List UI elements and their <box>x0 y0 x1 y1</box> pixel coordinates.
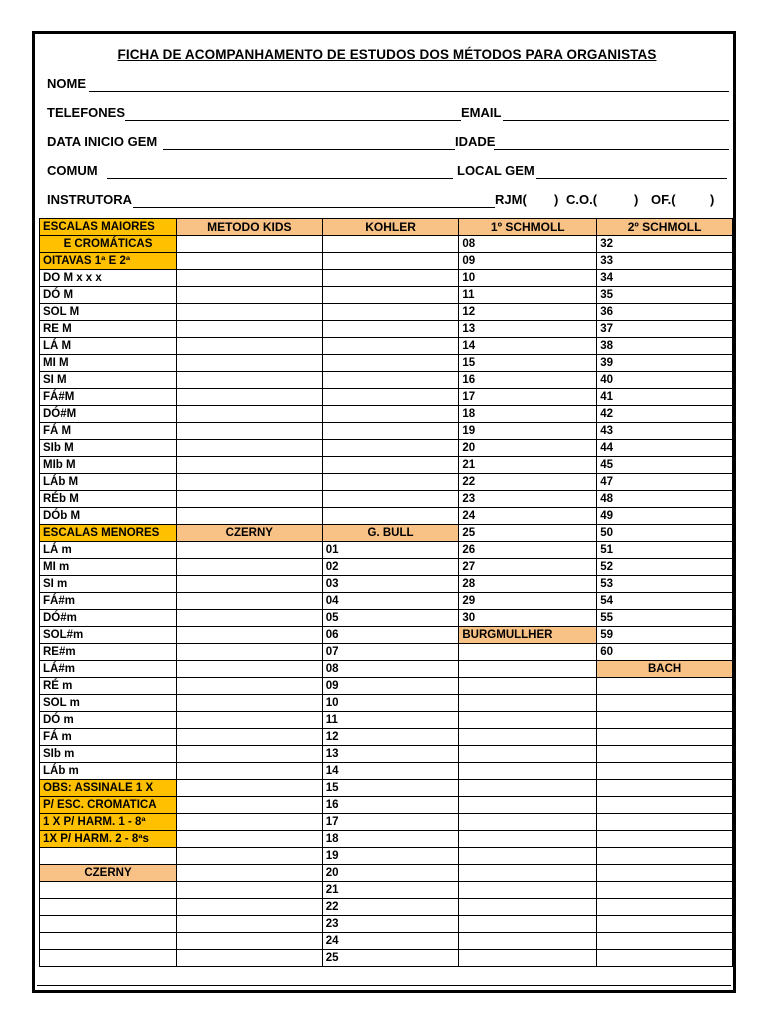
table-cell[interactable] <box>176 287 322 304</box>
table-row <box>40 542 733 559</box>
table-cell: 17 <box>459 389 597 406</box>
instrutora-field[interactable] <box>133 207 495 208</box>
table-cell[interactable] <box>322 321 459 338</box>
table-cell[interactable] <box>176 576 322 593</box>
table-row <box>40 950 733 967</box>
table-cell[interactable] <box>176 848 322 865</box>
table-cell: 23 <box>459 491 597 508</box>
table-cell: 09 <box>459 253 597 270</box>
table-cell: 11 <box>459 287 597 304</box>
table-cell: SOL#m <box>40 627 177 644</box>
table-cell[interactable] <box>459 865 597 882</box>
table-cell: DÓb M <box>40 508 177 525</box>
table-cell: 19 <box>459 423 597 440</box>
column-header: 1º SCHMOLL <box>459 219 597 236</box>
column-header: METODO KIDS <box>176 219 322 236</box>
table-cell: 44 <box>597 440 733 457</box>
table-cell[interactable] <box>597 848 733 865</box>
table-cell[interactable] <box>176 559 322 576</box>
table-cell[interactable] <box>597 882 733 899</box>
table-cell: SI M <box>40 372 177 389</box>
table-row <box>40 780 733 797</box>
table-row <box>40 848 733 865</box>
table-cell[interactable] <box>176 355 322 372</box>
table-row <box>40 270 733 287</box>
table-cell: 21 <box>322 882 459 899</box>
table-cell[interactable] <box>322 372 459 389</box>
table-cell[interactable] <box>40 899 177 916</box>
column-header: ESCALAS MAIORES <box>40 219 177 236</box>
table-cell: CZERNY <box>40 865 177 882</box>
table-cell[interactable] <box>176 712 322 729</box>
local-gem-label: LOCAL GEM <box>457 163 535 178</box>
table-cell: 18 <box>459 406 597 423</box>
table-cell: 18 <box>322 831 459 848</box>
form-frame <box>32 31 736 993</box>
table-cell: ESCALAS MENORES <box>40 525 177 542</box>
table-cell: 36 <box>597 304 733 321</box>
table-cell: 49 <box>597 508 733 525</box>
table-cell[interactable] <box>176 780 322 797</box>
table-cell: 03 <box>322 576 459 593</box>
table-cell[interactable] <box>322 236 459 253</box>
table-cell[interactable] <box>176 610 322 627</box>
table-row <box>40 457 733 474</box>
table-cell: BACH <box>597 661 733 678</box>
table-cell: 13 <box>322 746 459 763</box>
table-cell: 19 <box>322 848 459 865</box>
table-cell[interactable] <box>459 661 597 678</box>
table-cell: 23 <box>322 916 459 933</box>
comum-field[interactable] <box>107 178 453 179</box>
telefones-row <box>47 105 727 125</box>
table-cell[interactable] <box>176 916 322 933</box>
column-header: KOHLER <box>322 219 459 236</box>
table-cell: CZERNY <box>176 525 322 542</box>
table-cell: 09 <box>322 678 459 695</box>
table-cell[interactable] <box>40 882 177 899</box>
table-row <box>40 491 733 508</box>
table-cell: LÁ m <box>40 542 177 559</box>
table-cell: LÁb m <box>40 763 177 780</box>
table-row <box>40 355 733 372</box>
table-cell[interactable] <box>40 933 177 950</box>
table-cell: 10 <box>322 695 459 712</box>
table-cell: 38 <box>597 338 733 355</box>
table-cell: OBS: ASSINALE 1 X <box>40 780 177 797</box>
table-cell[interactable] <box>322 304 459 321</box>
table-cell: FÁ m <box>40 729 177 746</box>
form-title: FICHA DE ACOMPANHAMENTO DE ESTUDOS DOS MÉTODOS PARA ORGANISTAS <box>117 47 657 62</box>
table-cell: 22 <box>322 899 459 916</box>
table-cell[interactable] <box>597 865 733 882</box>
table-cell: DO M x x x <box>40 270 177 287</box>
table-cell[interactable] <box>459 746 597 763</box>
nome-label: NOME <box>47 76 86 91</box>
table-cell[interactable] <box>176 474 322 491</box>
table-cell[interactable] <box>176 270 322 287</box>
table-cell[interactable] <box>176 695 322 712</box>
table-row <box>40 423 733 440</box>
table-cell: SOL m <box>40 695 177 712</box>
table-cell[interactable] <box>176 457 322 474</box>
table-cell: 35 <box>597 287 733 304</box>
table-row <box>40 746 733 763</box>
table-cell[interactable] <box>176 763 322 780</box>
table-cell[interactable] <box>176 440 322 457</box>
table-row <box>40 797 733 814</box>
table-cell[interactable] <box>459 814 597 831</box>
table-cell: 33 <box>597 253 733 270</box>
table-cell: 28 <box>459 576 597 593</box>
table-cell: 43 <box>597 423 733 440</box>
study-table <box>39 218 733 967</box>
table-cell: 55 <box>597 610 733 627</box>
table-cell[interactable] <box>176 831 322 848</box>
table-cell: FÁ M <box>40 423 177 440</box>
table-cell: MI M <box>40 355 177 372</box>
table-cell: 40 <box>597 372 733 389</box>
idade-label: IDADE <box>455 134 496 149</box>
table-cell: 54 <box>597 593 733 610</box>
table-cell[interactable] <box>459 729 597 746</box>
table-cell: 1X P/ HARM. 2 - 8ªs <box>40 831 177 848</box>
table-cell[interactable] <box>176 304 322 321</box>
table-cell[interactable] <box>40 848 177 865</box>
table-cell[interactable] <box>40 950 177 967</box>
table-cell: BURGMULLHER <box>459 627 597 644</box>
table-row <box>40 644 733 661</box>
table-cell: 12 <box>459 304 597 321</box>
table-cell[interactable] <box>322 440 459 457</box>
table-cell[interactable] <box>322 270 459 287</box>
table-cell: LÁb M <box>40 474 177 491</box>
table-cell: 24 <box>459 508 597 525</box>
table-cell[interactable] <box>176 593 322 610</box>
table-cell: DÓ#M <box>40 406 177 423</box>
table-cell[interactable] <box>322 287 459 304</box>
table-cell[interactable] <box>176 338 322 355</box>
co-label: C.O.( <box>566 192 598 207</box>
data-inicio-row <box>47 134 727 154</box>
table-row <box>40 389 733 406</box>
table-cell[interactable] <box>176 678 322 695</box>
table-row <box>40 440 733 457</box>
table-cell[interactable] <box>597 746 733 763</box>
telefones-label: TELEFONES <box>47 105 126 120</box>
table-cell[interactable] <box>176 950 322 967</box>
table-cell: RE M <box>40 321 177 338</box>
co-close[interactable]: ) <box>634 192 639 207</box>
table-cell[interactable] <box>459 695 597 712</box>
table-cell[interactable] <box>176 508 322 525</box>
table-cell: 1 X P/ HARM. 1 - 8ª <box>40 814 177 831</box>
table-cell[interactable] <box>322 253 459 270</box>
table-cell: E CROMÁTICAS <box>40 236 177 253</box>
table-cell: 12 <box>322 729 459 746</box>
table-cell[interactable] <box>459 780 597 797</box>
table-cell[interactable] <box>597 729 733 746</box>
comum-label: COMUM <box>47 163 98 178</box>
table-row <box>40 474 733 491</box>
table-cell[interactable] <box>176 729 322 746</box>
table-cell[interactable] <box>459 950 597 967</box>
nome-row <box>47 76 727 96</box>
table-row <box>40 304 733 321</box>
table-cell[interactable] <box>176 661 322 678</box>
table-cell[interactable] <box>176 627 322 644</box>
table-row <box>40 321 733 338</box>
table-cell[interactable] <box>176 814 322 831</box>
table-cell: 27 <box>459 559 597 576</box>
table-cell[interactable] <box>459 916 597 933</box>
table-cell[interactable] <box>322 406 459 423</box>
table-cell[interactable] <box>459 644 597 661</box>
table-cell: 25 <box>322 950 459 967</box>
table-cell: 53 <box>597 576 733 593</box>
comum-row <box>47 163 727 183</box>
table-cell: 34 <box>597 270 733 287</box>
table-cell: 21 <box>459 457 597 474</box>
table-cell[interactable] <box>176 491 322 508</box>
table-cell[interactable] <box>597 763 733 780</box>
table-cell[interactable] <box>597 899 733 916</box>
table-cell[interactable] <box>597 950 733 967</box>
table-cell: 29 <box>459 593 597 610</box>
table-row <box>40 525 733 542</box>
table-cell[interactable] <box>176 882 322 899</box>
table-cell[interactable] <box>597 916 733 933</box>
table-cell: 39 <box>597 355 733 372</box>
table-cell: MI m <box>40 559 177 576</box>
table-row <box>40 236 733 253</box>
table-cell[interactable] <box>176 865 322 882</box>
table-row <box>40 372 733 389</box>
table-cell[interactable] <box>322 457 459 474</box>
table-row <box>40 338 733 355</box>
table-cell: 15 <box>459 355 597 372</box>
table-cell[interactable] <box>176 236 322 253</box>
idade-field[interactable] <box>494 149 729 150</box>
local-gem-field[interactable] <box>536 178 727 179</box>
table-cell: 20 <box>322 865 459 882</box>
table-cell: LÁ M <box>40 338 177 355</box>
table-row <box>40 287 733 304</box>
table-cell: 20 <box>459 440 597 457</box>
table-cell[interactable] <box>176 899 322 916</box>
table-row <box>40 406 733 423</box>
table-cell[interactable] <box>597 814 733 831</box>
table-row <box>40 253 733 270</box>
table-row <box>40 712 733 729</box>
table-cell[interactable] <box>176 797 322 814</box>
table-cell[interactable] <box>176 321 322 338</box>
table-cell: 47 <box>597 474 733 491</box>
table-cell: P/ ESC. CROMATICA <box>40 797 177 814</box>
table-row <box>40 916 733 933</box>
table-cell: 59 <box>597 627 733 644</box>
table-cell: 16 <box>322 797 459 814</box>
telefones-field[interactable] <box>125 120 461 121</box>
table-cell[interactable] <box>176 406 322 423</box>
table-cell[interactable] <box>459 831 597 848</box>
table-header-row <box>40 219 733 236</box>
table-cell: 51 <box>597 542 733 559</box>
table-cell[interactable] <box>459 933 597 950</box>
rjm-close[interactable]: ) <box>554 192 559 207</box>
table-cell[interactable] <box>322 389 459 406</box>
table-cell: 48 <box>597 491 733 508</box>
table-row <box>40 627 733 644</box>
table-cell: 41 <box>597 389 733 406</box>
table-cell[interactable] <box>176 253 322 270</box>
table-cell: SIb M <box>40 440 177 457</box>
table-cell: RE#m <box>40 644 177 661</box>
table-cell: 42 <box>597 406 733 423</box>
table-cell: MIb M <box>40 457 177 474</box>
table-cell: 10 <box>459 270 597 287</box>
table-cell: 16 <box>459 372 597 389</box>
table-row <box>40 933 733 950</box>
table-cell: G. BULL <box>322 525 459 542</box>
table-cell[interactable] <box>322 338 459 355</box>
of-label: OF.( <box>651 192 676 207</box>
table-row <box>40 678 733 695</box>
table-row <box>40 729 733 746</box>
table-cell[interactable] <box>459 797 597 814</box>
table-cell: 14 <box>322 763 459 780</box>
table-cell[interactable] <box>176 933 322 950</box>
table-cell: 08 <box>322 661 459 678</box>
table-cell[interactable] <box>459 763 597 780</box>
table-cell: 08 <box>459 236 597 253</box>
table-row <box>40 899 733 916</box>
table-row <box>40 610 733 627</box>
table-cell[interactable] <box>597 678 733 695</box>
table-cell: SI m <box>40 576 177 593</box>
table-cell: OITAVAS 1ª E 2ª <box>40 253 177 270</box>
nome-field[interactable] <box>89 91 729 92</box>
table-cell[interactable] <box>459 882 597 899</box>
table-cell[interactable] <box>176 746 322 763</box>
table-row <box>40 593 733 610</box>
table-cell: 60 <box>597 644 733 661</box>
table-cell: 11 <box>322 712 459 729</box>
table-row <box>40 695 733 712</box>
table-cell: RÉ m <box>40 678 177 695</box>
data-inicio-field[interactable] <box>163 149 455 150</box>
table-cell: 01 <box>322 542 459 559</box>
table-cell: 30 <box>459 610 597 627</box>
table-cell[interactable] <box>597 831 733 848</box>
table-cell[interactable] <box>459 899 597 916</box>
table-row <box>40 831 733 848</box>
bottom-rule <box>37 985 731 986</box>
table-cell[interactable] <box>176 389 322 406</box>
table-cell: LÁ#m <box>40 661 177 678</box>
table-row <box>40 576 733 593</box>
email-field[interactable] <box>503 120 729 121</box>
table-cell[interactable] <box>597 797 733 814</box>
table-cell: 24 <box>322 933 459 950</box>
table-cell[interactable] <box>176 423 322 440</box>
table-row <box>40 882 733 899</box>
table-cell[interactable] <box>597 780 733 797</box>
table-row <box>40 814 733 831</box>
table-cell: 25 <box>459 525 597 542</box>
table-cell[interactable] <box>322 355 459 372</box>
of-close[interactable]: ) <box>710 192 715 207</box>
table-cell: 26 <box>459 542 597 559</box>
table-cell[interactable] <box>176 644 322 661</box>
table-row <box>40 661 733 678</box>
table-cell: 04 <box>322 593 459 610</box>
table-cell: 07 <box>322 644 459 661</box>
table-cell[interactable] <box>322 491 459 508</box>
table-cell[interactable] <box>597 695 733 712</box>
instrutora-row <box>47 192 727 212</box>
table-cell[interactable] <box>597 712 733 729</box>
table-cell: 17 <box>322 814 459 831</box>
table-cell: 52 <box>597 559 733 576</box>
table-cell[interactable] <box>176 372 322 389</box>
table-cell[interactable] <box>459 848 597 865</box>
table-cell: SIb m <box>40 746 177 763</box>
table-cell: 06 <box>322 627 459 644</box>
table-cell[interactable] <box>176 542 322 559</box>
table-cell: FÁ#M <box>40 389 177 406</box>
data-inicio-label: DATA INICIO GEM <box>47 134 158 149</box>
table-cell: DÓ#m <box>40 610 177 627</box>
table-cell[interactable] <box>322 423 459 440</box>
table-cell: 32 <box>597 236 733 253</box>
table-cell: 45 <box>597 457 733 474</box>
table-row <box>40 865 733 882</box>
table-cell[interactable] <box>322 474 459 491</box>
table-row <box>40 763 733 780</box>
table-cell[interactable] <box>40 916 177 933</box>
table-cell: 05 <box>322 610 459 627</box>
table-cell: DÓ m <box>40 712 177 729</box>
table-cell: 13 <box>459 321 597 338</box>
table-cell: 50 <box>597 525 733 542</box>
table-cell[interactable] <box>597 933 733 950</box>
table-cell: SOL M <box>40 304 177 321</box>
table-cell: 22 <box>459 474 597 491</box>
table-cell: FÁ#m <box>40 593 177 610</box>
table-cell[interactable] <box>322 508 459 525</box>
table-cell: RÉb M <box>40 491 177 508</box>
table-row <box>40 508 733 525</box>
table-cell: DÓ M <box>40 287 177 304</box>
table-cell[interactable] <box>459 678 597 695</box>
table-cell: 37 <box>597 321 733 338</box>
table-row <box>40 559 733 576</box>
instrutora-label: INSTRUTORA <box>47 192 132 207</box>
table-cell: 15 <box>322 780 459 797</box>
column-header: 2º SCHMOLL <box>597 219 733 236</box>
table-cell: 14 <box>459 338 597 355</box>
email-label: EMAIL <box>461 105 502 120</box>
table-cell[interactable] <box>459 712 597 729</box>
rjm-label: RJM( <box>495 192 527 207</box>
table-cell: 02 <box>322 559 459 576</box>
